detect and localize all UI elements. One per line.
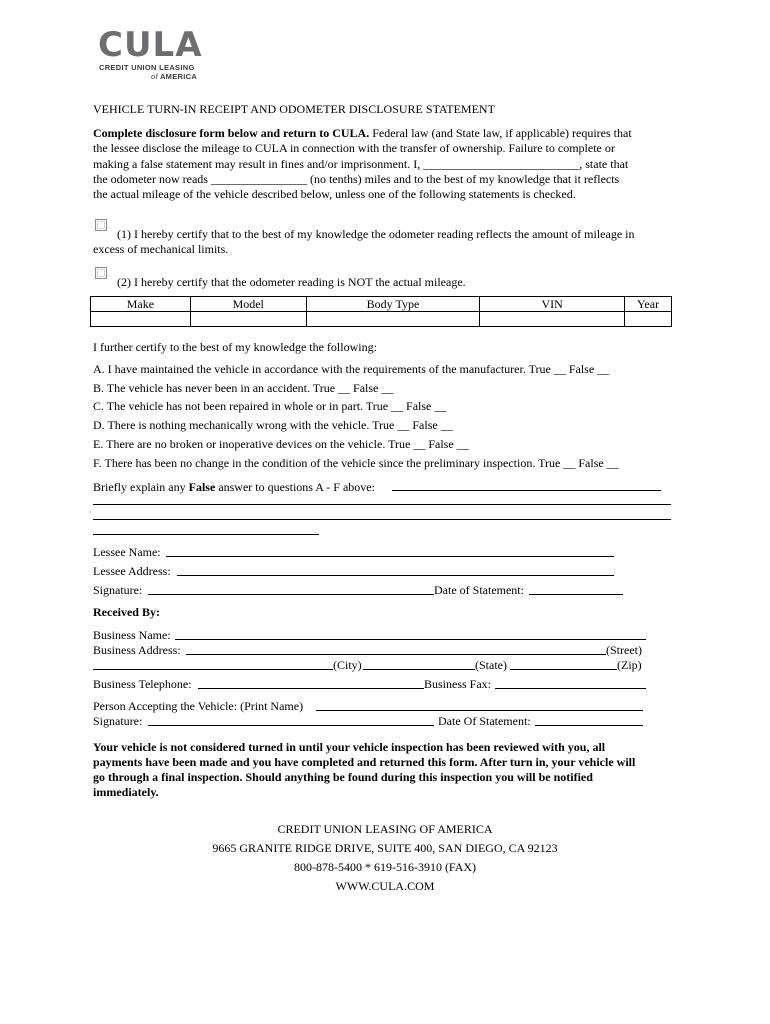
receiver-signature-label: Signature: — [93, 714, 143, 728]
city-caption: (City) — [333, 658, 362, 672]
model-cell[interactable] — [190, 312, 306, 327]
footer-company: CREDIT UNION LEASING OF AMERICA — [277, 822, 493, 836]
explain-answer-line[interactable] — [392, 490, 661, 491]
footer-phones: 800-878-5400 * 619-516-3910 (FAX) — [293, 860, 477, 874]
cert2-text: (2) I hereby certify that the odometer reading is NOT the actual mileage. — [117, 275, 466, 289]
notice-line-3: go through a final inspection. Should anything be found during this inspection you will be notified — [93, 770, 593, 784]
statement-c: C. The vehicle has not been repaired in whole or in part. True __ False __ — [93, 399, 447, 413]
lessee-address-field[interactable] — [177, 575, 614, 576]
footer-address: 9665 GRANITE RIDGE DRIVE, SUITE 400, SAN DIEGO, CA 92123 — [212, 841, 558, 855]
explain-answer-line-2[interactable] — [93, 504, 671, 505]
state-caption: (State) — [475, 658, 507, 672]
lessee-date-label: Date of Statement: — [434, 583, 524, 597]
intro-line-4: the odometer now reads ________________ (no tenths) miles and to the best of my knowledge that it reflects — [93, 172, 620, 186]
explain-answer-line-4[interactable] — [93, 534, 319, 535]
person-accepting-label: Person Accepting the Vehicle: (Print Name) — [93, 699, 304, 713]
intro-line-3: making a false statement may result in fines and/or imprisonment. I, __________________________, state that — [93, 157, 629, 171]
business-fax-field[interactable] — [495, 688, 646, 689]
lessee-date-field[interactable] — [529, 594, 623, 595]
business-name-field[interactable] — [175, 639, 646, 640]
lessee-name-blank[interactable]: __________________________ — [423, 157, 580, 171]
receiver-date-label: Date Of Statement: — [438, 714, 531, 728]
col-header-body-type: Body Type — [306, 297, 480, 312]
cert1-text-line1: (1) I hereby certify that to the best of my knowledge the odometer reading reflects the amount of mileage in — [117, 227, 635, 241]
vin-cell[interactable] — [480, 312, 625, 327]
form-title: VEHICLE TURN-IN RECEIPT AND ODOMETER DISCLOSURE STATEMENT — [93, 102, 495, 116]
business-street-field[interactable] — [186, 654, 606, 655]
odometer-reading-blank[interactable]: ________________ — [210, 172, 307, 186]
notice-line-1: Your vehicle is not considered turned in until your vehicle inspection has been reviewed with you, all — [93, 740, 606, 754]
notice-line-4: immediately. — [93, 785, 159, 799]
lessee-address-label: Lessee Address: — [93, 564, 171, 578]
lessee-name-field[interactable] — [166, 556, 614, 557]
year-cell[interactable] — [625, 312, 672, 327]
cert2-checkbox[interactable] — [95, 267, 107, 279]
statement-f: F. There has been no change in the condition of the vehicle since the preliminary inspection. True __ False __ — [93, 456, 619, 470]
body-type-cell[interactable] — [306, 312, 480, 327]
intro-line-2: the lessee disclose the mileage to CULA in connection with the transfer of ownership. Failure to complete or — [93, 141, 615, 155]
statement-e: E. There are no broken or inoperative devices on the vehicle. True __ False __ — [93, 437, 469, 451]
statement-d: D. There is nothing mechanically wrong with the vehicle. True __ False __ — [93, 418, 453, 432]
statement-b: B. The vehicle has never been in an accident. True __ False __ — [93, 381, 394, 395]
col-header-year: Year — [625, 297, 672, 312]
business-state-field[interactable] — [363, 669, 475, 670]
notice-line-2: payments have been made and you have completed and returned this form. After turn in, your vehicle will — [93, 755, 636, 769]
business-city-field[interactable] — [93, 669, 333, 670]
business-address-label: Business Address: — [93, 643, 181, 657]
person-accepting-field[interactable] — [316, 710, 643, 711]
col-header-vin: VIN — [480, 297, 625, 312]
cert1-checkbox[interactable] — [95, 219, 107, 231]
business-name-label: Business Name: — [93, 628, 171, 642]
intro-line-5: the actual mileage of the vehicle described below, unless one of the following statements is checked. — [93, 187, 576, 201]
statement-a: A. I have maintained the vehicle in accordance with the requirements of the manufacturer. True __ False __ — [93, 362, 610, 376]
received-by-heading: Received By: — [93, 605, 160, 619]
explain-answer-line-3[interactable] — [93, 519, 671, 520]
cert1-text-line2: excess of mechanical limits. — [93, 242, 229, 256]
business-fax-label: Business Fax: — [424, 677, 492, 691]
business-telephone-label: Business Telephone: — [93, 677, 192, 691]
logo-tagline-line2: of AMERICA — [151, 72, 198, 81]
receiver-date-field[interactable] — [535, 725, 643, 726]
further-certify-text: I further certify to the best of my knowledge the following: — [93, 340, 377, 354]
business-telephone-field[interactable] — [198, 688, 424, 689]
business-zip-field[interactable] — [510, 669, 617, 670]
footer-website[interactable]: WWW.CULA.COM — [335, 879, 435, 893]
logo-tagline-line1: CREDIT UNION LEASING — [99, 63, 195, 72]
col-header-model: Model — [190, 297, 306, 312]
street-caption: (Street) — [606, 643, 642, 657]
explain-label: Briefly explain any False answer to questions A - F above: — [93, 480, 375, 494]
cula-logo-wordmark: CULA — [98, 25, 203, 65]
vehicle-table — [90, 296, 672, 327]
zip-caption: (Zip) — [617, 658, 642, 672]
make-cell[interactable] — [91, 312, 191, 327]
lessee-name-label: Lessee Name: — [93, 545, 161, 559]
lessee-signature-field[interactable] — [148, 594, 434, 595]
receiver-signature-field[interactable] — [148, 725, 434, 726]
lessee-signature-label: Signature: — [93, 583, 143, 597]
col-header-make: Make — [91, 297, 191, 312]
intro-line-1: Complete disclosure form below and return to CULA. Federal law (and State law, if applicable) requires that — [93, 126, 632, 140]
